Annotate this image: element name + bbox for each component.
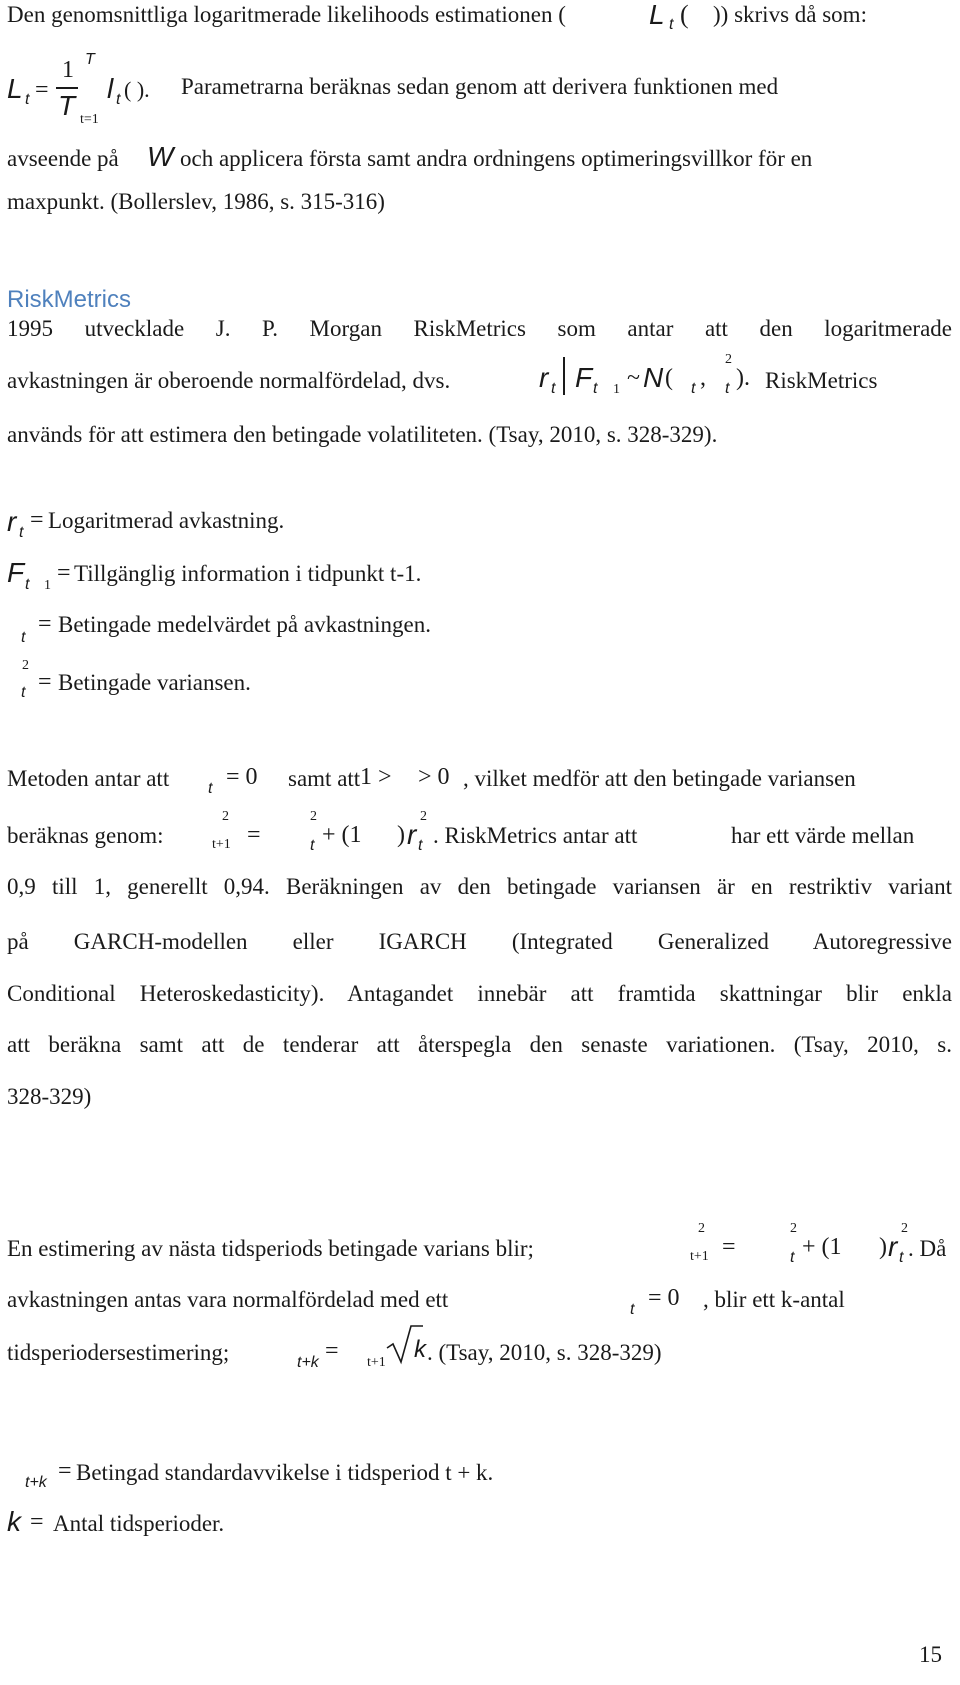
paragraph3-line3: 0,9 till 1, generellt 0,94. Beräkningen av den betingade variansen är en restriktiv variant <box>7 874 952 899</box>
comma: , <box>700 365 706 391</box>
paragraph1-line1 <box>7 0 566 30</box>
def-eq: = <box>38 669 52 695</box>
sigma-subscript: t <box>725 380 730 397</box>
text-run: Den genomsnittliga logaritmerade likelihoods estimationen ( <box>7 2 566 27</box>
paragraph1-line3-post <box>180 144 812 174</box>
paragraph3-line1-post <box>463 764 856 794</box>
text-run: samt att <box>288 766 361 791</box>
tilde: ~ <box>627 365 640 391</box>
def-text: Tillgänglig information i tidpunkt t-1. <box>74 561 422 586</box>
sigma-sup: 2 <box>698 1221 705 1236</box>
sigma-sub: t <box>790 1249 795 1266</box>
sigma-sup: 2 <box>222 809 229 824</box>
eq: = <box>325 1338 339 1364</box>
paragraph1-line1-end <box>713 0 867 30</box>
N-close: ). <box>736 365 750 391</box>
sigma-sub: t+k <box>297 1354 319 1371</box>
paragraph2-line3 <box>7 420 717 450</box>
paragraph2-line1: 1995 utvecklade J. P. Morgan RiskMetrics som antar att den logaritmerade <box>7 316 952 341</box>
sigma-sub: t+1 <box>212 837 231 852</box>
paragraph1-line2 <box>181 72 778 102</box>
page-number: 15 <box>919 1642 942 1667</box>
text-run: En estimering av nästa tidsperiods betingade varians blir; <box>7 1236 534 1261</box>
def-sub: t+k <box>25 1474 47 1491</box>
text-run: avseende på <box>7 146 119 171</box>
text-run: . (Tsay, 2010, s. 328-329) <box>427 1340 662 1365</box>
fraction-bar <box>56 87 78 89</box>
eq-zero: = 0 <box>226 764 258 790</box>
sigma-sup: 2 <box>310 809 317 824</box>
text-run: , vilket medför att den betingade variansen <box>463 766 856 791</box>
def-sub2: 1 <box>44 578 51 593</box>
def-sub: t <box>21 629 26 646</box>
def-text: Antal tidsperioder. <box>53 1511 225 1536</box>
formula-L: L <box>7 73 23 104</box>
paragraph4-line2-post <box>703 1285 845 1315</box>
formula-paren: ( ). <box>124 77 150 102</box>
paragraph3-line7 <box>7 1082 91 1112</box>
r-sub: t <box>418 837 423 854</box>
F-subscript-1: 1 <box>613 382 620 397</box>
symbol-F: F <box>575 362 593 393</box>
formula-denominator: T <box>58 90 76 121</box>
subscript-t: t <box>669 16 674 33</box>
def-eq: = <box>30 1509 44 1535</box>
paragraph4-line3-pre <box>7 1338 229 1368</box>
section-heading: RiskMetrics <box>7 286 131 313</box>
def-symbol: k <box>7 1506 21 1537</box>
def-symbol: F <box>7 557 25 588</box>
def-sup: 2 <box>22 658 29 673</box>
paragraph3-line5: Conditional Heteroskedasticity). Antagandet innebär att framtida skattningar blir enkla <box>7 981 952 1006</box>
def-text: Logaritmerad avkastning. <box>48 508 285 533</box>
sigma-sub: t+1 <box>690 1249 709 1264</box>
text-run: tidsperiodersestimering; <box>7 1340 230 1365</box>
text-run: 328-329) <box>7 1084 92 1109</box>
paragraph3-line2-post <box>433 821 637 851</box>
text-run: avkastningen antas vara normalfördelad med ett <box>7 1287 449 1312</box>
sigma-sup: 2 <box>790 1221 797 1236</box>
def-symbol: r <box>7 506 17 537</box>
paragraph3-line6: att beräkna samt att de tenderar att återspegla den senaste variationen. (Tsay, 2010, s. <box>7 1032 952 1057</box>
plus-term: + (1 <box>322 822 362 848</box>
formula-eq: = <box>35 77 49 103</box>
paragraph4-line2-pre <box>7 1285 448 1315</box>
r-sup: 2 <box>420 809 427 824</box>
text-run: beräknas genom: <box>7 823 164 848</box>
symbol-W: W <box>147 141 174 172</box>
symbol-r: r <box>888 1231 898 1262</box>
close-paren: ) <box>879 1234 887 1260</box>
symbol-L: L <box>649 0 665 30</box>
symbol-N: N <box>643 362 664 393</box>
r-subscript: t <box>551 380 556 397</box>
text-run: Metoden antar att <box>7 766 170 791</box>
F-subscript: t <box>593 380 598 397</box>
paragraph4-line1-post <box>908 1234 946 1264</box>
paragraph2-line2-post <box>765 366 877 396</box>
symbol-k: k <box>414 1336 426 1363</box>
paragraph4-line1-pre <box>7 1234 534 1264</box>
text-run: maxpunkt. (Bollerslev, 1986, s. 315-316) <box>7 189 385 214</box>
conditional-bar <box>563 357 565 395</box>
text-run: )) skrivs då som: <box>713 2 867 27</box>
r-sup: 2 <box>901 1221 908 1236</box>
paragraph3-line2-pre <box>7 821 163 851</box>
text-run: används för att estimera den betingade volatiliteten. (Tsay, 2010, s. 328-329). <box>7 422 718 447</box>
def-sub: t <box>25 576 30 593</box>
symbol-r: r <box>407 819 417 850</box>
def-sub: t <box>19 524 24 541</box>
eq: = <box>247 822 261 848</box>
r-sub: t <box>899 1249 904 1266</box>
formula-sub-t: t <box>25 91 30 108</box>
sigma-sub: t+1 <box>367 1355 386 1370</box>
def-eq: = <box>38 611 52 637</box>
sum-upper-limit: T <box>85 51 95 68</box>
text-run: . RiskMetrics antar att <box>433 823 638 848</box>
text-run: . Då <box>908 1236 947 1261</box>
eq-zero: = 0 <box>648 1285 680 1311</box>
formula-l-sub: t <box>116 91 121 108</box>
N-open: ( <box>665 365 673 391</box>
paragraph3-line2-end <box>731 821 914 851</box>
formula-l: l <box>107 73 114 104</box>
paragraph2-line2-pre <box>7 366 450 396</box>
formula-numerator: 1 <box>62 57 74 83</box>
paragraph3-line4: på GARCH-modellen eller IGARCH (Integrated Generalized Autoregressive <box>7 929 952 954</box>
mu-subscript: t <box>691 380 696 397</box>
sigma-sub: t <box>310 837 315 854</box>
paren: ( <box>680 0 689 29</box>
def-eq: = <box>30 507 44 533</box>
sum-lower-limit: t=1 <box>80 112 99 127</box>
text-run: , blir ett k-antal <box>703 1287 845 1312</box>
one-gt: 1 > <box>360 764 392 790</box>
paragraph4-line3-post <box>427 1338 662 1368</box>
paragraph1-line4 <box>7 187 385 217</box>
gt-zero: > 0 <box>418 764 450 790</box>
plus-term: + (1 <box>802 1234 842 1260</box>
def-text: Betingade variansen. <box>58 670 251 695</box>
def-text: Betingad standardavvikelse i tidsperiod t + k. <box>76 1460 494 1485</box>
mu-subscript: t <box>630 1301 635 1318</box>
paragraph1-line3-pre <box>7 144 119 174</box>
paragraph3-line1-pre <box>7 764 169 794</box>
text-run: och applicera första samt andra ordningens optimeringsvillkor för en <box>180 146 813 171</box>
def-sub: t <box>21 684 26 701</box>
close-paren: ) <box>397 822 405 848</box>
text-run: har ett värde mellan <box>731 823 915 848</box>
sigma-superscript: 2 <box>725 352 732 367</box>
eq: = <box>722 1234 736 1260</box>
symbol-r: r <box>539 362 549 393</box>
def-eq: = <box>57 560 71 586</box>
text-run: avkastningen är oberoende normalfördelad, dvs. <box>7 368 451 393</box>
text-run: Parametrarna beräknas sedan genom att derivera funktionen med <box>181 74 779 99</box>
paragraph3-line1-mid <box>288 764 360 794</box>
mu-subscript: t <box>208 780 213 797</box>
text-run: RiskMetrics <box>765 368 878 393</box>
def-eq: = <box>58 1458 72 1484</box>
def-text: Betingade medelvärdet på avkastningen. <box>58 612 431 637</box>
